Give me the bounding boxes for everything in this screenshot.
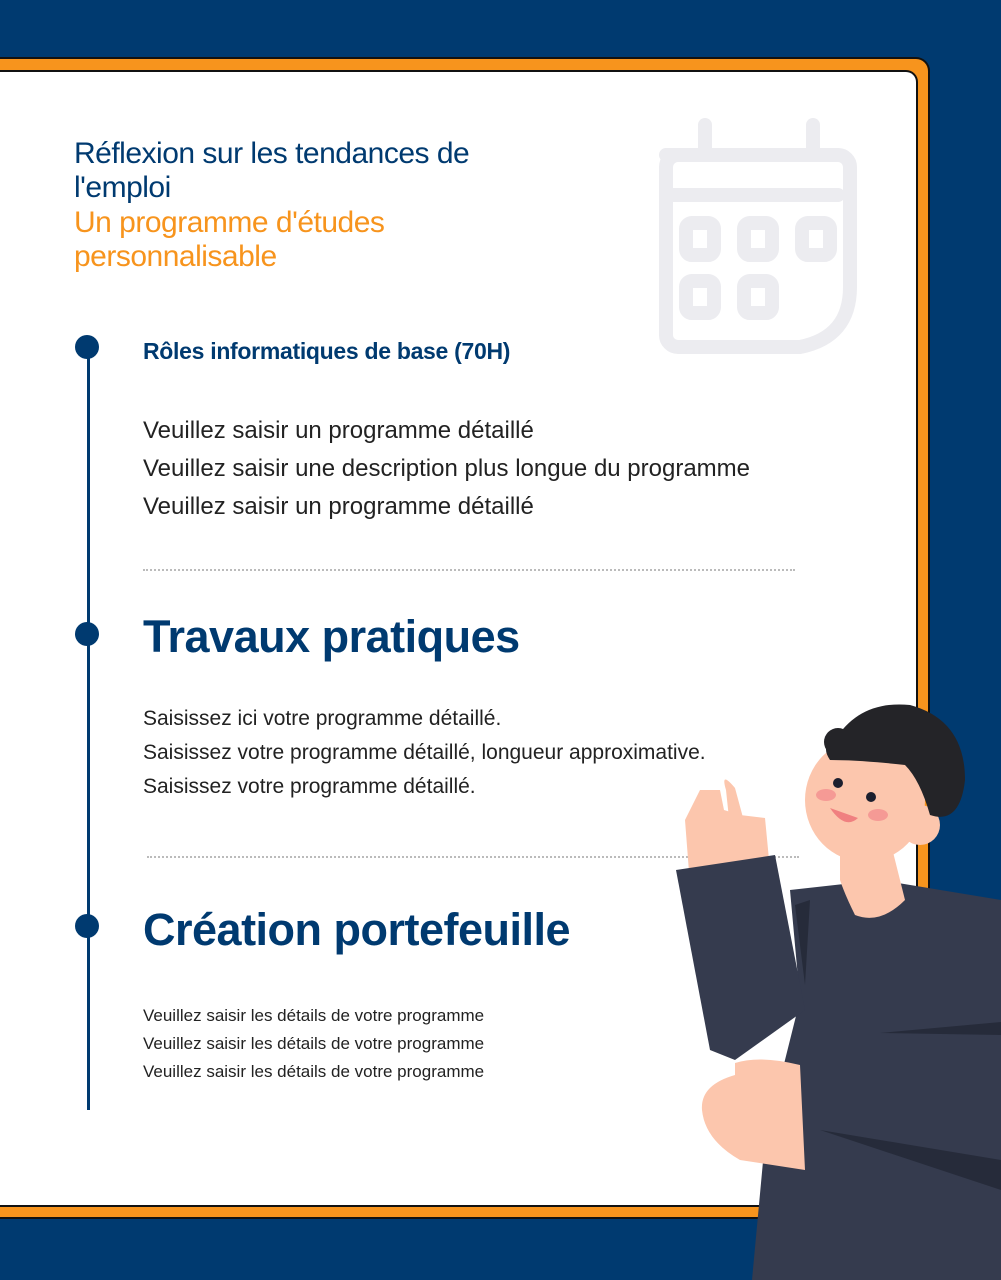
person-illustration — [660, 700, 1001, 1280]
section-line: Veuillez saisir un programme détaillé — [143, 493, 534, 520]
timeline-dot-icon — [75, 335, 99, 359]
timeline-dot-icon — [75, 914, 99, 938]
section-line: Veuillez saisir les détails de votre programme — [143, 1006, 485, 1025]
section-line: Veuillez saisir un programme détaillé — [143, 417, 534, 444]
timeline-dot-icon — [75, 622, 99, 646]
section-line: Saisissez votre programme détaillé. — [143, 775, 476, 798]
section-heading: Rôles informatiques de base (70H) — [143, 338, 511, 364]
section-line: Veuillez saisir les détails de votre programme — [143, 1062, 485, 1081]
calendar-icon — [648, 115, 870, 355]
section-lines — [143, 412, 750, 526]
section-lines — [143, 1002, 484, 1086]
page-title: Réflexion sur les tendances de l'emploi — [74, 137, 470, 204]
section-line: Veuillez saisir une description plus longue du programme — [143, 455, 751, 482]
section-heading: Travaux pratiques — [143, 611, 520, 662]
section-line: Saisissez ici votre programme détaillé. — [143, 707, 502, 730]
timeline-line — [87, 348, 90, 1110]
section-lines — [143, 702, 706, 804]
section-heading: Création portefeuille — [143, 904, 571, 955]
section-line: Saisissez votre programme détaillé, longueur approximative. — [143, 741, 706, 764]
page-subtitle: Un programme d'études personnalisable — [74, 206, 385, 273]
section-line: Veuillez saisir les détails de votre programme — [143, 1034, 485, 1053]
divider — [143, 569, 795, 571]
